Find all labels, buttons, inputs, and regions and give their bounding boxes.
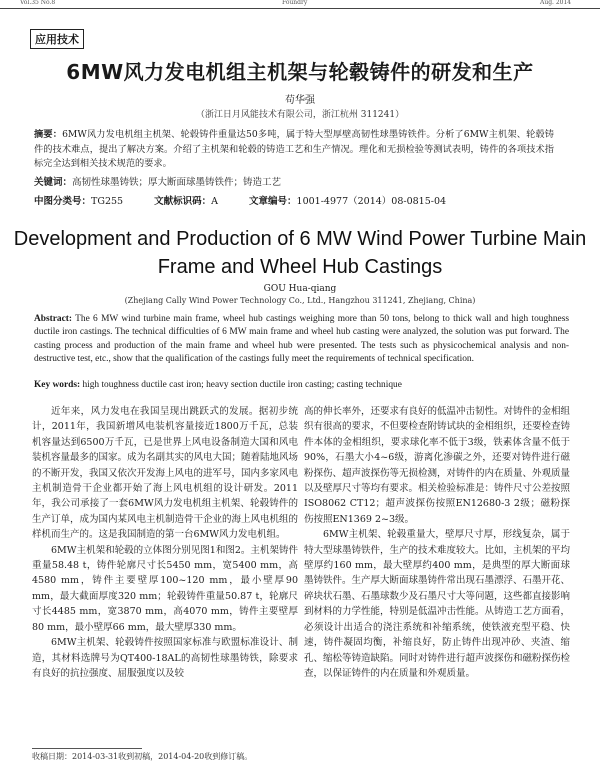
body-paragraph: 6MW主机架、轮毂重量大，壁厚尺寸厚，形线复杂，属于特大型球墨铸铁件，生产的技术难度较大。比如，主机架的平均壁厚约160 mm，最大壁厚约400 mm，是典型的厚大断面球墨铸铁件。生产厚大断面球墨铸件常出现石墨漂浮、石墨开花、碎块状石墨、石墨球数少及石墨尺寸大等问题，这些都直接影响到材料的力学性能，特别是低温冲击性能。从铸造工艺方面看，必须设计出适合的浇注系统和补缩系统，使铁液充型平稳、快速，铸件凝固均衡，补缩良好，防止铸件出现冲砂、夹渣、缩孔、缩松等铸造缺陷。同时对铸件进行超声波探伤和磁粉探伤检查，以保证铸件的内在质量和外观质量。 xyxy=(304,529,571,679)
english-title-line-2: Frame and Wheel Hub Castings xyxy=(157,256,443,278)
body-paragraph: 近年来，风力发电在我国呈现出跳跃式的发展。据初步统计，2011年，我国新增风电装机容量接近1800万千瓦，总装机容量达到6500万千瓦，已是世界上风电设备制造大国和风电装机容量最多的国家。成为名副其实的风电大国；随着陆地风场的不断开发，我国又依次开发海上风电的进军号，国内多家风电主机制造骨干企业都开始了海上风电机组的设计研发。2011年，我公司承接了一套6MW风力发电机组主机架、轮毂铸件的生产订单，成为国内某风电主机制造骨干企业的海上风电机组的样机而生产的。这是我国制造的第一台6MW风力发电机组。 xyxy=(32,406,299,541)
english-abstract-text: The 6 MW wind turbine main frame, wheel hub castings weighing more than 50 tons, belong to thick wall and high toughness ductile iron castings. The technical difficulties of 6 MW main frame and wheel hub casting were analyzed, the solution was put forward. The casting process and production of the main frame and wheel hub were presented. The tests such as physicochemical analysis and non-destructive test, etc., show that the qualification of the castings fully meet the requirements of technical specification. xyxy=(34,314,569,364)
english-title xyxy=(0,225,600,281)
footnote-divider xyxy=(32,748,142,749)
running-head-volume: Vol.35 No.8 xyxy=(20,0,56,6)
running-head-journal: Foundry xyxy=(282,0,308,6)
body-column-left xyxy=(32,404,298,681)
english-keywords-label: Key words: xyxy=(34,380,81,390)
classification-line xyxy=(34,193,574,207)
chinese-keywords xyxy=(34,174,564,188)
clc-value: TG255 xyxy=(91,196,124,207)
english-keywords-text: high toughness ductile cast iron; heavy section ductile iron casting; casting technique xyxy=(82,380,402,390)
english-title-line-1: Development and Production of 6 MW Wind Power Turbine Main xyxy=(13,228,587,250)
article-number-label: 文章编号： xyxy=(249,196,297,207)
body-paragraph: 6MW主机架、轮毂铸件按照国家标准与欧盟标准设计、制造，其材料选牌号为QT400-18AL的高韧性球墨铸铁，除要求有良好的抗拉强度、屈服强度以及较 xyxy=(32,637,298,679)
body-paragraph: 高的伸长率外，还要求有良好的低温冲击韧性。对铸件的金相组织有很高的要求，不但要检查附铸试块的金相组织，还要检查铸件本体的金相组织，要求球化率不低于3级，铁素体含量不低于90%，石墨大小4~6级，游离化渗碳之外，还要对铸件进行磁粉探伤、超声波探伤等无损检测，对铸件的内在质量、外观质量以及壁厚尺寸等均有要求。相关检验标准是：铸件尺寸公差按照ISO8062 CT12；超声波探伤按照EN12680-3 2级；磁粉探伤按照EN1369 2~3级。 xyxy=(304,406,571,525)
english-affiliation: (Zhejiang Cally Wind Power Technology Co., Ltd., Hangzhou 311241, Zhejiang, China) xyxy=(124,296,476,305)
chinese-author: 苟华强 xyxy=(285,95,315,106)
chinese-title: 6MW风力发电机组主机架与轮毂铸件的研发和生产 xyxy=(66,60,534,84)
english-keywords xyxy=(34,380,574,390)
chinese-abstract-label: 摘要： xyxy=(34,129,63,140)
body-column-right xyxy=(304,404,570,681)
article-number-value: 1001-4977（2014）08-0815-04 xyxy=(296,196,447,207)
english-abstract xyxy=(34,313,569,366)
document-code-value: A xyxy=(211,196,218,207)
running-head xyxy=(0,0,600,9)
chinese-keywords-text: 高韧性球墨铸铁；厚大断面球墨铸铁件；铸造工艺 xyxy=(72,177,282,188)
english-author: GOU Hua-qiang xyxy=(263,284,337,294)
running-head-date: Aug. 2014 xyxy=(540,0,572,6)
chinese-abstract xyxy=(34,128,554,172)
received-date-footnote: 收稿日期：2014-03-31收到初稿，2014-04-20收到修订稿。 xyxy=(32,752,253,761)
chinese-abstract-text: 6MW风力发电机组主机架、轮毂铸件重量达50多吨，属于特大型厚壁高韧性球墨铸铁件。分析了6MW主机架、轮毂铸件的技术难点，提出了解决方案。介绍了主机架和轮毂的铸造工艺和生产情况。理化和无损检验等测试表明，铸件的各项技术指标完全达到相关技术规范的要求。 xyxy=(34,129,554,169)
document-code-label: 文献标识码： xyxy=(154,196,212,207)
column-tag: 应用技术 xyxy=(30,29,84,49)
body-paragraph: 6MW主机架和轮毂的立体图分别见图1和图2。主机架铸件重量58.48 t，铸件轮廓尺寸长5450 mm，宽5400 mm，高4580 mm，铸件主要壁厚100~120 mm，最小壁厚90 mm，最大截面厚度320 mm；轮毂铸件重量50.87 t，轮廓尺寸长4485 mm，宽3870 mm，高4070 mm，铸件主要壁厚80 mm，最小壁厚66 mm，最大壁厚330 mm。 xyxy=(32,544,298,633)
chinese-affiliation: （浙江日月风能技术有限公司，浙江杭州 311241） xyxy=(195,110,405,120)
english-abstract-label: Abstract: xyxy=(34,314,73,324)
clc-label: 中图分类号： xyxy=(34,196,92,207)
chinese-keywords-label: 关键词： xyxy=(34,177,73,188)
